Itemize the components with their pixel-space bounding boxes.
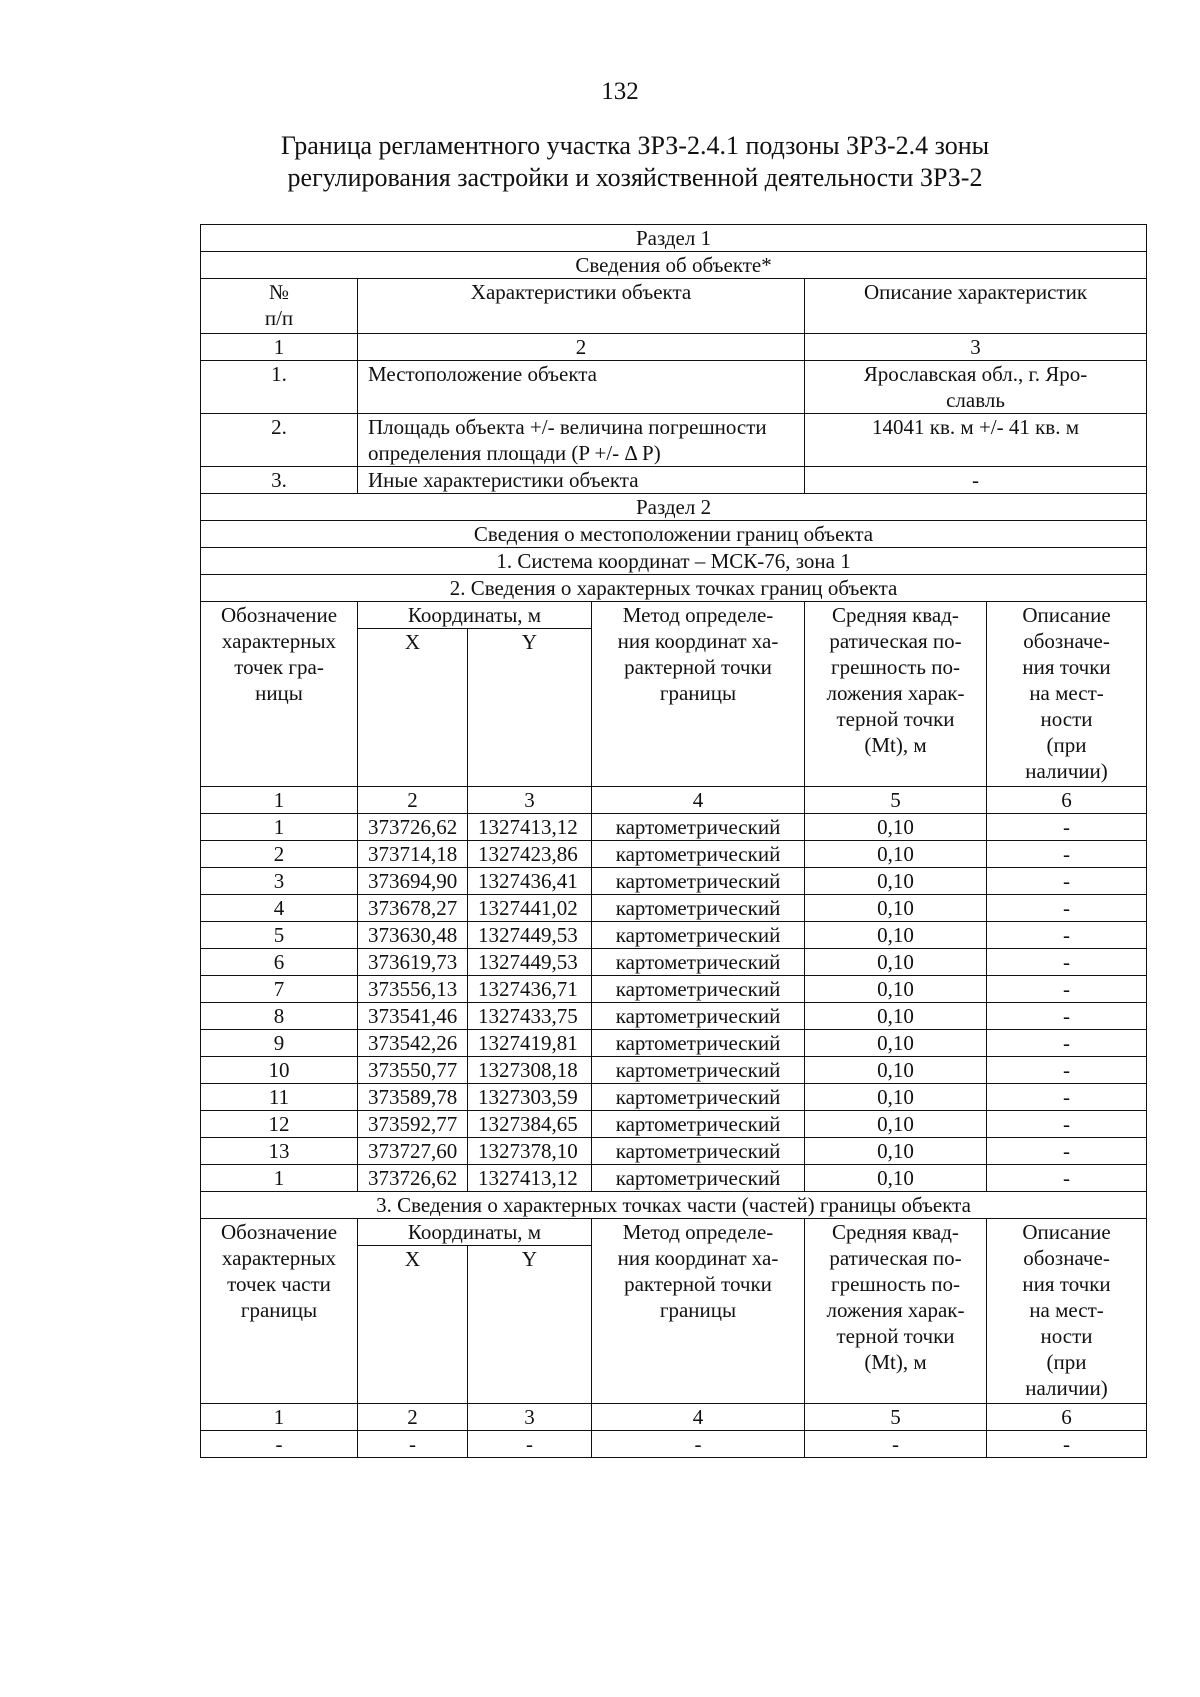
point-y: 1327413,12	[468, 814, 592, 841]
point-description: -	[987, 895, 1147, 922]
point-method: картометрический	[592, 841, 805, 868]
col-number: 4	[592, 787, 805, 814]
header-error: Средняя квад- ратическая по- грешность по- ложения харак- терной точки (Mt), м	[805, 602, 987, 787]
parts-header-y: Y	[468, 1246, 592, 1404]
table-row	[201, 1030, 1147, 1057]
point-error: 0,10	[805, 1111, 987, 1138]
row-number: 2.	[201, 414, 358, 467]
point-method: картометрический	[592, 1003, 805, 1030]
point-y: 1327413,12	[468, 1165, 592, 1192]
table-row	[201, 1003, 1147, 1030]
point-x: 373727,60	[358, 1138, 468, 1165]
title-line-1: Граница регламентного участка ЗРЗ-2.4.1 подзоны ЗРЗ-2.4 зоны	[280, 131, 990, 160]
point-error: 0,10	[805, 949, 987, 976]
col-number: 6	[987, 787, 1147, 814]
header-y: Y	[468, 629, 592, 787]
point-method: картометрический	[592, 1138, 805, 1165]
point-error: 0,10	[805, 841, 987, 868]
table-row	[201, 868, 1147, 895]
table-row	[201, 1057, 1147, 1084]
point-error: 0,10	[805, 1084, 987, 1111]
table-row	[201, 467, 1147, 494]
point-method: картометрический	[592, 868, 805, 895]
parts-header-method: Метод определе- ния координат ха- рактерной точки границы	[592, 1219, 805, 1404]
section2-heading: Раздел 2	[201, 494, 1147, 521]
point-description: -	[987, 1138, 1147, 1165]
point-x: 373556,13	[358, 976, 468, 1003]
point-y: 1327433,75	[468, 1003, 592, 1030]
parts-col-numbers-row	[201, 1404, 1147, 1431]
point-description: -	[987, 841, 1147, 868]
point-method: картометрический	[592, 1084, 805, 1111]
point-error: 0,10	[805, 976, 987, 1003]
point-x: 373541,46	[358, 1003, 468, 1030]
point-x: 373542,26	[358, 1030, 468, 1057]
point-method: картометрический	[592, 1111, 805, 1138]
section1-heading: Раздел 1	[201, 225, 1147, 252]
points-title: 2. Сведения о характерных точках границ объекта	[201, 575, 1147, 602]
point-y: 1327436,41	[468, 868, 592, 895]
point-y: 1327384,65	[468, 1111, 592, 1138]
point-description: -	[987, 1057, 1147, 1084]
col-number: 1	[201, 1404, 358, 1431]
coord-system: 1. Система координат – МСК-76, зона 1	[201, 548, 1147, 575]
parts-header-description: Описание обозначе- ния точки на мест- ности (при наличии)	[987, 1219, 1147, 1404]
point-y: 1327441,02	[468, 895, 592, 922]
parts-body	[201, 1192, 1147, 1458]
table-row	[201, 1084, 1147, 1111]
point-y: 1327449,53	[468, 922, 592, 949]
table-row	[201, 814, 1147, 841]
point-method: картометрический	[592, 1030, 805, 1057]
row-name: Площадь объекта +/- величина погрешности определения площади (P +/- Δ P)	[358, 414, 805, 467]
point-x: 373589,78	[358, 1084, 468, 1111]
header-coords: Координаты, м	[358, 602, 592, 629]
points-body	[201, 814, 1147, 1192]
point-designation: 12	[201, 1111, 358, 1138]
point-y: 1327436,71	[468, 976, 592, 1003]
row-name: Иные характеристики объекта	[358, 467, 805, 494]
col-number: 1	[201, 787, 358, 814]
table-row	[201, 895, 1147, 922]
point-x: 373592,77	[358, 1111, 468, 1138]
col-header-number: № п/п	[201, 279, 358, 334]
parts-row	[201, 1431, 1147, 1458]
point-method: картометрический	[592, 949, 805, 976]
point-designation: 3	[201, 868, 358, 895]
table-row	[201, 1165, 1147, 1192]
point-y: 1327308,18	[468, 1057, 592, 1084]
point-method: картометрический	[592, 976, 805, 1003]
point-method: картометрический	[592, 1057, 805, 1084]
table-row	[201, 414, 1147, 467]
parts-title: 3. Сведения о характерных точках части (частей) границы объекта	[201, 1192, 1147, 1219]
point-designation: 2	[201, 841, 358, 868]
parts-header-x: X	[358, 1246, 468, 1404]
table-row	[201, 361, 1147, 414]
col-number: 4	[592, 1404, 805, 1431]
row-number: 3.	[201, 467, 358, 494]
header-description: Описание обозначе- ния точки на мест- ности (при наличии)	[987, 602, 1147, 787]
point-description: -	[987, 868, 1147, 895]
point-y: 1327423,86	[468, 841, 592, 868]
point-designation: 4	[201, 895, 358, 922]
point-designation: 10	[201, 1057, 358, 1084]
col-number-3: 3	[805, 334, 1147, 361]
point-designation: 1	[201, 1165, 358, 1192]
point-method: картометрический	[592, 1165, 805, 1192]
header-designation: Обозначение характерных точек гра- ницы	[201, 602, 358, 787]
point-description: -	[987, 1165, 1147, 1192]
point-y: 1327303,59	[468, 1084, 592, 1111]
point-description: -	[987, 949, 1147, 976]
parts-cell: -	[592, 1431, 805, 1458]
parts-header-coords: Координаты, м	[358, 1219, 592, 1246]
point-y: 1327378,10	[468, 1138, 592, 1165]
point-description: -	[987, 814, 1147, 841]
point-error: 0,10	[805, 1057, 987, 1084]
point-x: 373550,77	[358, 1057, 468, 1084]
header-method: Метод определе- ния координат ха- рактерной точки границы	[592, 602, 805, 787]
page-number: 132	[601, 78, 639, 105]
point-method: картометрический	[592, 814, 805, 841]
point-designation: 1	[201, 814, 358, 841]
point-designation: 8	[201, 1003, 358, 1030]
parts-cell: -	[358, 1431, 468, 1458]
section1-subheading: Сведения об объекте*	[201, 252, 1147, 279]
point-x: 373630,48	[358, 922, 468, 949]
row-value: Ярославская обл., г. Яро- славль	[805, 361, 1147, 414]
point-error: 0,10	[805, 1165, 987, 1192]
col-number: 6	[987, 1404, 1147, 1431]
parts-header-designation: Обозначение характерных точек части границы	[201, 1219, 358, 1404]
boundary-table-body	[201, 225, 1147, 814]
point-designation: 6	[201, 949, 358, 976]
point-description: -	[987, 1084, 1147, 1111]
row-number: 1.	[201, 361, 358, 414]
point-error: 0,10	[805, 1003, 987, 1030]
table-row	[201, 841, 1147, 868]
section2-subheading: Сведения о местоположении границ объекта	[201, 521, 1147, 548]
table-row	[201, 949, 1147, 976]
point-designation: 11	[201, 1084, 358, 1111]
point-x: 373714,18	[358, 841, 468, 868]
point-x: 373619,73	[358, 949, 468, 976]
col-number: 2	[358, 787, 468, 814]
point-error: 0,10	[805, 814, 987, 841]
point-y: 1327449,53	[468, 949, 592, 976]
point-x: 373726,62	[358, 1165, 468, 1192]
row-value: 14041 кв. м +/- 41 кв. м	[805, 414, 1147, 467]
point-error: 0,10	[805, 868, 987, 895]
title-line-2: регулирования застройки и хозяйственной деятельности ЗРЗ-2	[287, 163, 983, 192]
point-description: -	[987, 1111, 1147, 1138]
col-number-1: 1	[201, 334, 358, 361]
parts-cell: -	[805, 1431, 987, 1458]
point-x: 373694,90	[358, 868, 468, 895]
point-designation: 13	[201, 1138, 358, 1165]
table-row	[201, 922, 1147, 949]
parts-cell: -	[468, 1431, 592, 1458]
col-numbers-row	[201, 787, 1147, 814]
point-designation: 7	[201, 976, 358, 1003]
point-description: -	[987, 1030, 1147, 1057]
parts-cell: -	[987, 1431, 1147, 1458]
col-header-characteristics: Характеристики объекта	[358, 279, 805, 334]
parts-header-error: Средняя квад- ратическая по- грешность по- ложения харак- терной точки (Mt), м	[805, 1219, 987, 1404]
table-row	[201, 1111, 1147, 1138]
point-designation: 5	[201, 922, 358, 949]
table-row	[201, 1138, 1147, 1165]
point-description: -	[987, 922, 1147, 949]
point-error: 0,10	[805, 1030, 987, 1057]
row-value: -	[805, 467, 1147, 494]
col-header-description: Описание характеристик	[805, 279, 1147, 334]
col-number: 3	[468, 1404, 592, 1431]
point-error: 0,10	[805, 1138, 987, 1165]
point-description: -	[987, 1003, 1147, 1030]
table-row	[201, 976, 1147, 1003]
boundary-table	[200, 224, 1147, 1458]
document-title	[220, 130, 1050, 194]
point-description: -	[987, 976, 1147, 1003]
point-y: 1327419,81	[468, 1030, 592, 1057]
col-number: 2	[358, 1404, 468, 1431]
header-x: X	[358, 629, 468, 787]
col-number-2: 2	[358, 334, 805, 361]
point-designation: 9	[201, 1030, 358, 1057]
point-error: 0,10	[805, 922, 987, 949]
row-name: Местоположение объекта	[358, 361, 805, 414]
point-x: 373678,27	[358, 895, 468, 922]
col-number: 3	[468, 787, 592, 814]
col-number: 5	[805, 787, 987, 814]
parts-cell: -	[201, 1431, 358, 1458]
point-method: картометрический	[592, 922, 805, 949]
point-x: 373726,62	[358, 814, 468, 841]
col-number: 5	[805, 1404, 987, 1431]
point-method: картометрический	[592, 895, 805, 922]
point-error: 0,10	[805, 895, 987, 922]
